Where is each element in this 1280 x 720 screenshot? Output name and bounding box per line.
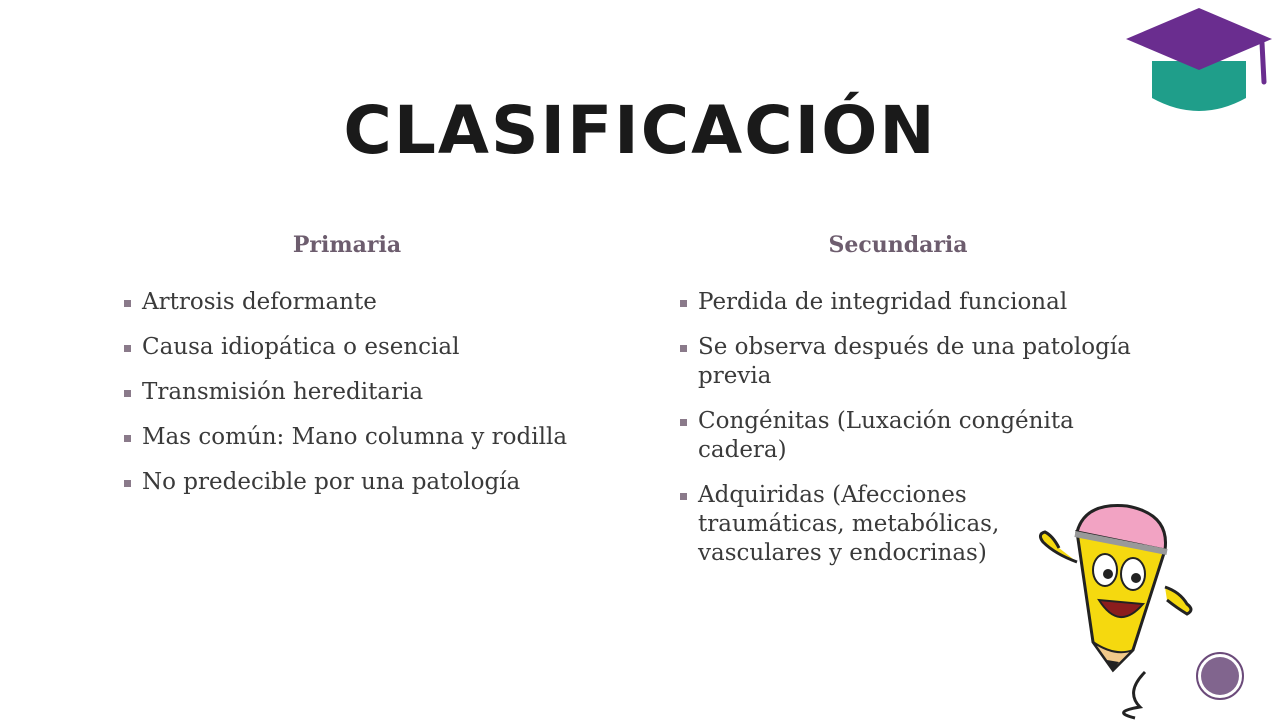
primaria-list	[122, 288, 592, 497]
list-item: Perdida de integridad funcional	[678, 288, 1148, 317]
list-item: No predecible por una patología	[122, 468, 592, 497]
list-item: Artrosis deformante	[122, 288, 592, 317]
slide-nav-circle-icon[interactable]	[1196, 652, 1244, 700]
list-item: Adquiridas (Afecciones traumáticas, metabólicas, vasculares y endocrinas)	[678, 481, 1038, 568]
list-item: Transmisión hereditaria	[122, 378, 592, 407]
pencil-mascot-icon	[1015, 492, 1200, 720]
list-item: Mas común: Mano columna y rodilla	[122, 423, 592, 452]
slide-nav-inner	[1201, 657, 1239, 695]
graduation-cap-icon	[1124, 6, 1274, 116]
slide-title: CLASIFICACIÓN	[343, 92, 937, 169]
secundaria-heading: Secundaria	[828, 232, 968, 258]
primaria-heading: Primaria	[292, 232, 402, 258]
list-item: Congénitas (Luxación congénita cadera)	[678, 407, 1148, 465]
list-item: Se observa después de una patología previa	[678, 333, 1148, 391]
list-item: Causa idiopática o esencial	[122, 333, 592, 362]
primaria-column	[122, 232, 592, 513]
